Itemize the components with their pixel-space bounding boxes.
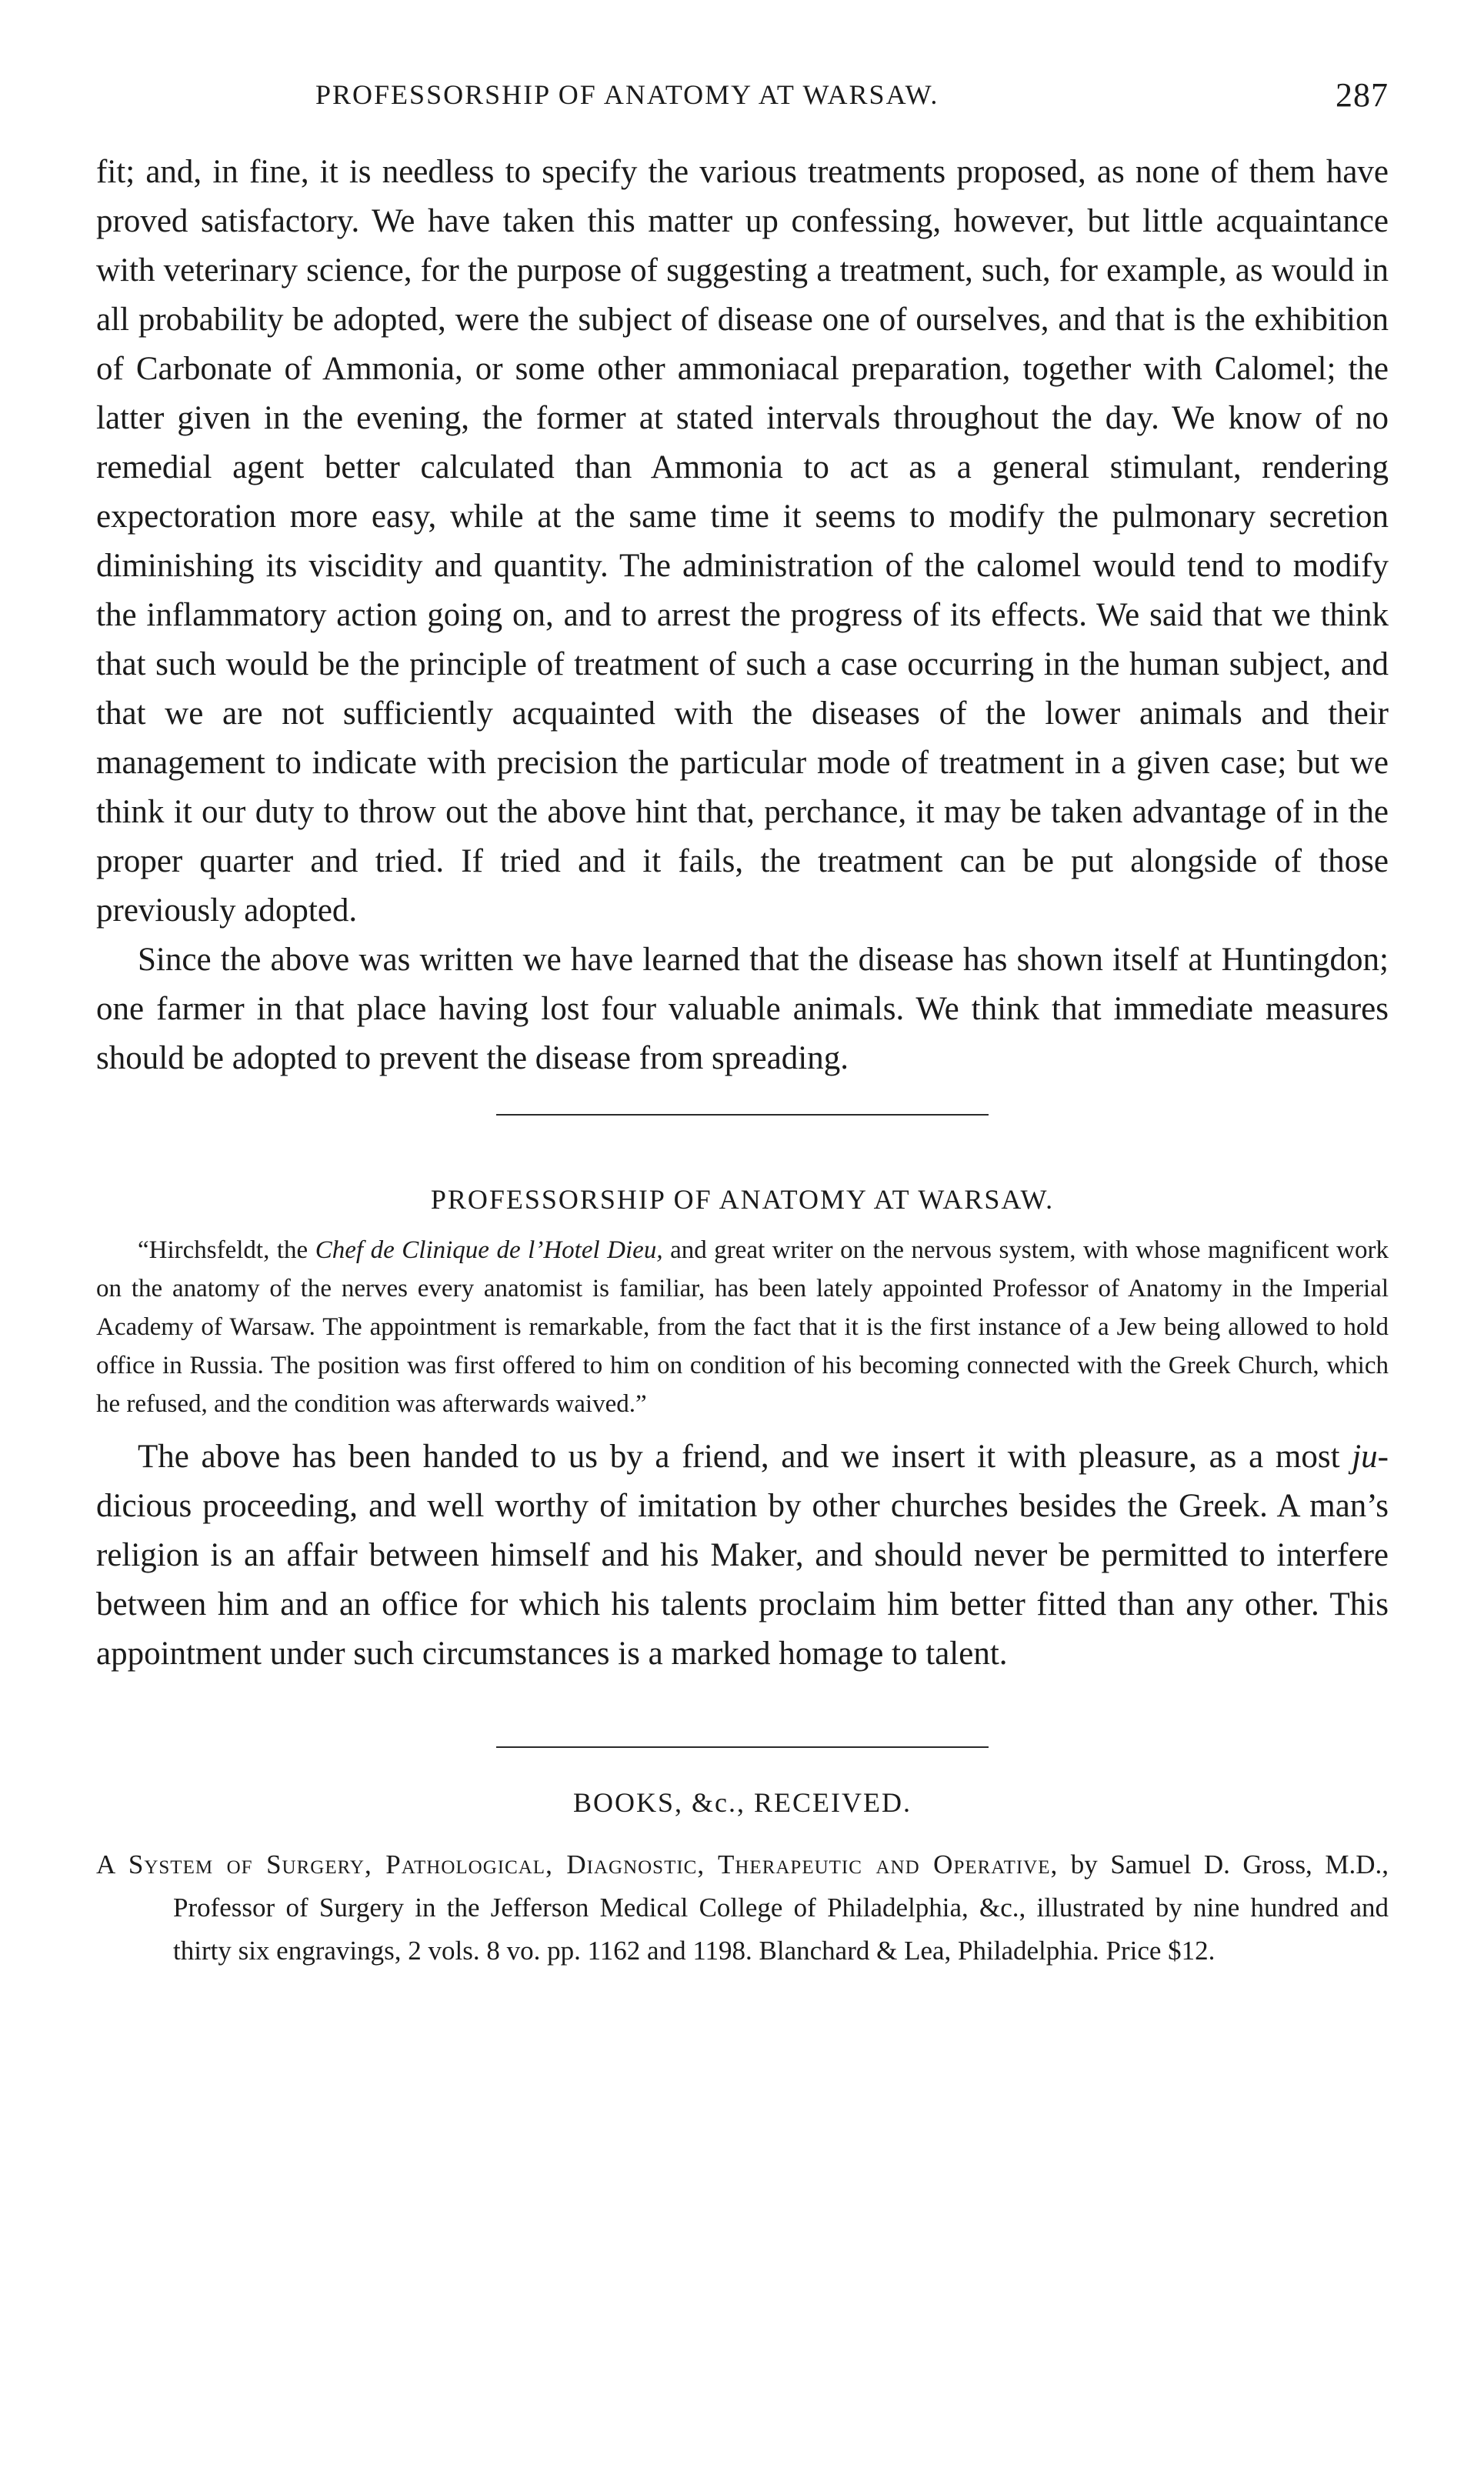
- commentary-text-start: The above has been handed to us by a friend, and we insert it with pleasure, as a most: [138, 1439, 1352, 1475]
- running-head: [96, 62, 1389, 115]
- page: [96, 62, 1389, 1973]
- paragraph-huntingdon: Since the above was written we have learned that the disease has shown itself at Huntingdon; one farmer in that place having lost four valuable animals. We think that immediate measures should be adopted to prevent the disease from spreading.: [96, 942, 1389, 1076]
- book-entry: [96, 1843, 1389, 1973]
- book-title: A System of Surgery, Pathological, Diagnostic, Therapeutic and Operative,: [96, 1849, 1059, 1879]
- running-title: PROFESSORSHIP OF ANATOMY AT WARSAW.: [315, 79, 939, 110]
- commentary-text-rest: -dicious proceeding, and well worthy of imitation by other churches besides the Greek. A man’s religion is an affair between himself and his Maker, and should never be permitted to interfere between him and an office for which his talents proclaim him better fitted than any other. This appointment under such circumstances is a marked homage to talent.: [96, 1439, 1389, 1672]
- quote-italic-title: Chef de Clinique de l’Hotel Dieu,: [315, 1236, 663, 1264]
- section-title-books: BOOKS, &c., RECEIVED.: [573, 1787, 912, 1818]
- section-divider: [496, 1114, 989, 1116]
- book-details: by Samuel D. Gross, M.D., Professor of Surgery in the Jefferson Medical College of Philadelphia, &c., illustrated by nine hundred and thirty six engravings, 2 vols. 8 vo. pp. 1162 and 1198. Blanchard & Lea, Philadelphia. Price $12.: [173, 1849, 1389, 1966]
- commentary-italic-pun: ju: [1352, 1439, 1378, 1475]
- page-number: 287: [1336, 76, 1389, 114]
- section-title-warsaw: PROFESSORSHIP OF ANATOMY AT WARSAW.: [430, 1184, 1055, 1215]
- quote-text-rest: and great writer on the nervous system, with whose magnificent work on the anatomy of the nerves every anatomist is familiar, has been lately appointed Professor of Anatomy in the Imperial Academy of Warsaw. The appointment is remarkable, from the fact that it is the first instance of a Jew being allowed to hold office in Russia. The position was first offered to him on condition of his becoming connected with the Greek Church, which he refused, and the condition was afterwards waived.”: [96, 1236, 1389, 1418]
- paragraph-commentary: [96, 1432, 1389, 1679]
- section-divider: [496, 1746, 989, 1748]
- article-continuation: [96, 148, 1389, 1083]
- quote-text-start: “Hirchsfeldt, the: [138, 1236, 315, 1264]
- paragraph-treatment: fit; and, in fine, it is needless to specify the various treatments proposed, as none of them have proved satisfactory. We have taken this matter up confessing, however, but little acquaintance with veterinary science, for the purpose of suggesting a treatment, such, for example, as would in all probability be adopted, were the subject of disease one of ourselves, and that is the exhibition of Carbonate of Ammonia, or some other ammoniacal preparation, together with Calomel; the latter given in the evening, the former at stated intervals throughout the day. We know of no remedial agent better calculated than Ammonia to act as a general stimulant, rendering expectoration more easy, while at the same time it seems to modify the pulmonary secretion diminishing its viscidity and quantity. The administration of the calomel would tend to modify the inflammatory action going on, and to arrest the progress of its effects. We said that we think that such would be the principle of treatment of such a case occurring in the human subject, and that we are not sufficiently acquainted with the diseases of the lower animals and their management to indicate with precision the particular mode of treatment in a given case; but we think it our duty to throw out the above hint that, perchance, it may be taken advantage of in the proper quarter and tried. If tried and it fails, the treatment can be put alongside of those previously adopted.: [96, 154, 1389, 929]
- quoted-notice: [96, 1231, 1389, 1423]
